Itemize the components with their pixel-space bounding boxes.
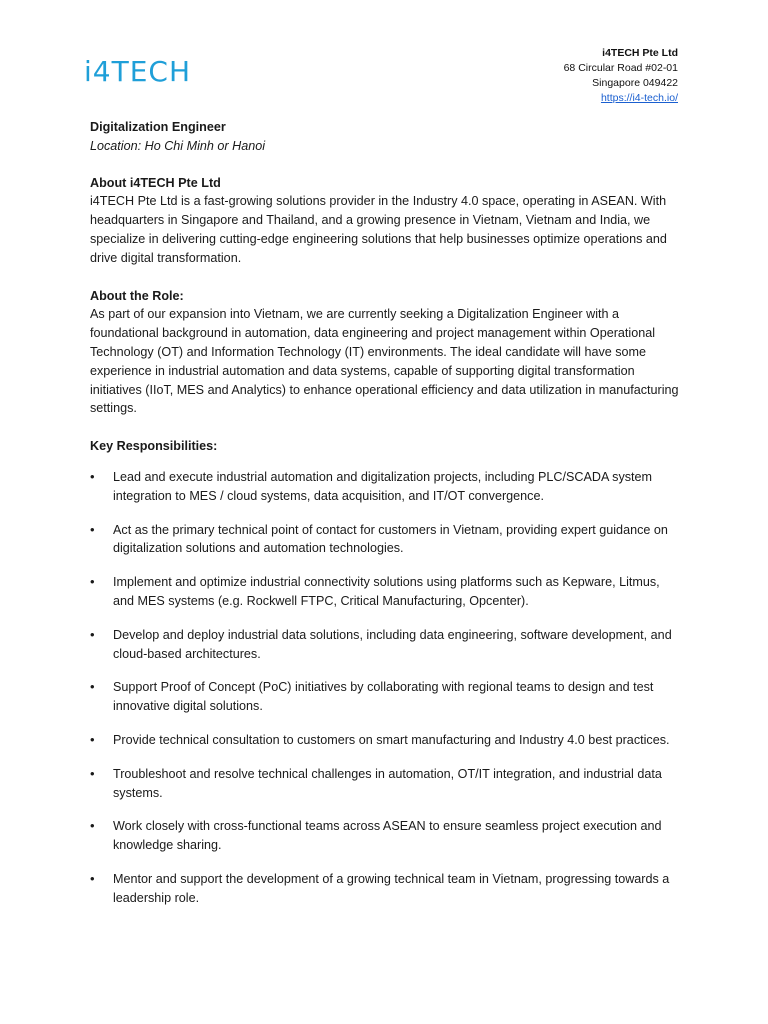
- about-company-heading: About i4TECH Pte Ltd: [90, 175, 221, 190]
- address-line-1: 68 Circular Road #02-01: [563, 62, 678, 74]
- document-body: [90, 118, 680, 923]
- job-location: Location: Ho Chi Minh or Hanoi: [90, 138, 266, 153]
- about-company-section: [90, 174, 680, 268]
- responsibilities-section: [90, 437, 680, 907]
- responsibilities-list: [90, 468, 680, 908]
- responsibility-item: • Support Proof of Concept (PoC) initiatives by collaborating with regional teams to design and test innovative digital solutions.: [90, 678, 680, 716]
- about-role-heading: About the Role:: [90, 288, 184, 303]
- responsibility-item: • Work closely with cross-functional teams across ASEAN to ensure seamless project execution and knowledge sharing.: [90, 817, 680, 855]
- company-logo: i4TECH: [84, 55, 191, 88]
- job-title: Digitalization Engineer: [90, 120, 226, 134]
- website-link[interactable]: https://i4-tech.io/: [600, 92, 678, 104]
- responsibility-item: • Lead and execute industrial automation and digitalization projects, including PLC/SCADA system integration to MES / cloud systems, data acquisition, and IT/OT convergence.: [90, 468, 680, 506]
- responsibilities-heading: Key Responsibilities:: [90, 439, 218, 454]
- about-role-section: [90, 287, 680, 419]
- about-role-text: As part of our expansion into Vietnam, we are currently seeking a Digitalization Engineer with a foundational background in automation, data engineering and project management within Operational Technology (OT) and Information Technology (IT) environments. The ideal candidate will have some experience in industrial automation and data systems, capable of supporting digital transformation initiatives (IIoT, MES and Analytics) to enhance operational efficiency and data utilization in manufacturing settings.: [90, 307, 679, 416]
- company-address-block: [564, 46, 678, 106]
- about-company-text: i4TECH Pte Ltd is a fast-growing solutions provider in the Industry 4.0 space, operating in ASEAN. With headquarters in Singapore and Thailand, and a growing presence in Vietnam, Vietnam and India, we specialize in delivering cutting-edge engineering solutions that help businesses optimize operations and drive digital transformation.: [90, 194, 667, 265]
- company-name: i4TECH Pte Ltd: [602, 47, 678, 59]
- responsibility-item: • Mentor and support the development of a growing technical team in Vietnam, progressing towards a leadership role.: [90, 870, 680, 908]
- responsibility-item: • Develop and deploy industrial data solutions, including data engineering, software development, and cloud-based architectures.: [90, 626, 680, 664]
- responsibility-item: • Act as the primary technical point of contact for customers in Vietnam, providing expert guidance on digitalization solutions and automation technologies.: [90, 521, 680, 559]
- responsibility-item: • Provide technical consultation to customers on smart manufacturing and Industry 4.0 best practices.: [90, 731, 680, 750]
- address-line-2: Singapore 049422: [592, 77, 678, 89]
- responsibility-item: • Implement and optimize industrial connectivity solutions using platforms such as Kepware, Litmus, and MES systems (e.g. Rockwell FTPC, Critical Manufacturing, Opcenter).: [90, 573, 680, 611]
- responsibility-item: • Troubleshoot and resolve technical challenges in automation, OT/IT integration, and industrial data systems.: [90, 765, 680, 803]
